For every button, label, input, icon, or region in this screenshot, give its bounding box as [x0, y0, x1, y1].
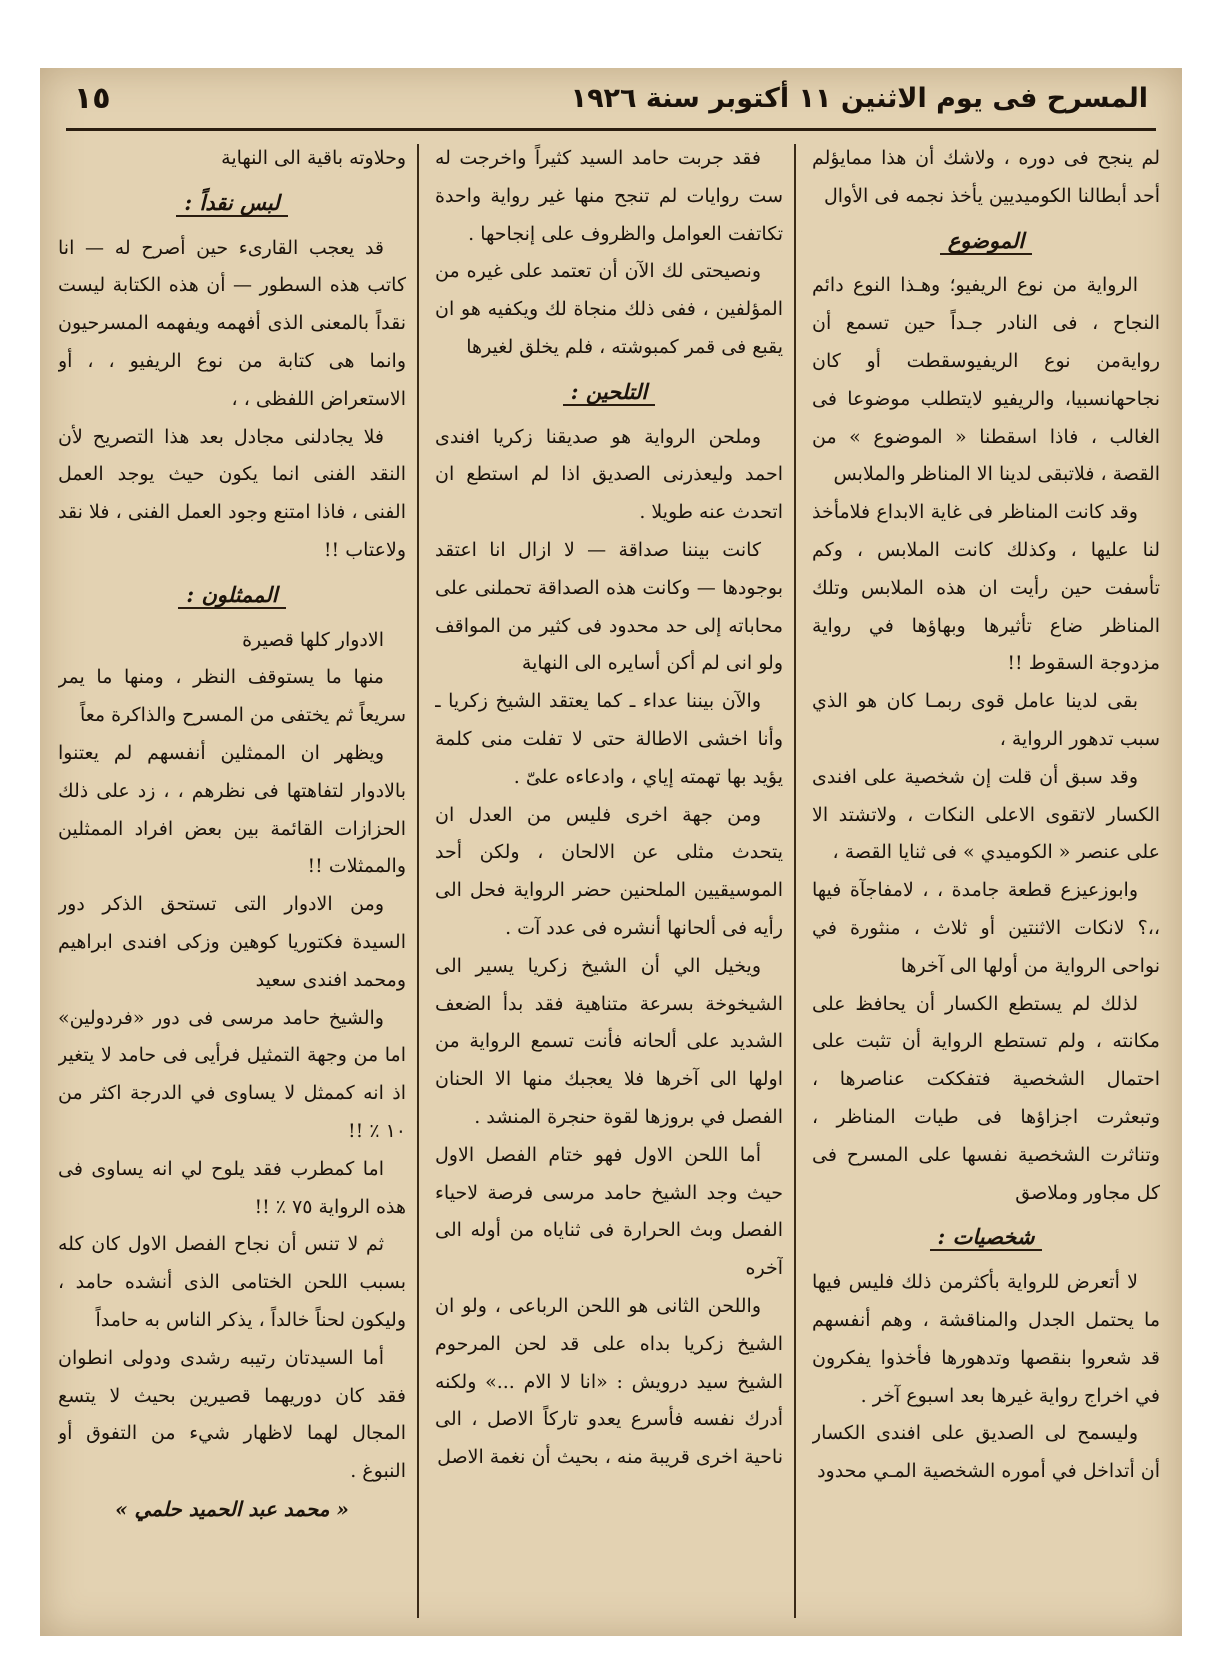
- paragraph: ثم لا تنس أن نجاح الفصل الاول كان كله بسبب اللحن الختامى الذى أنشده حامد ، وليكون لحناً خالداً ، يذكر الناس به حامداً: [58, 1233, 406, 1331]
- column-divider: [417, 144, 419, 1618]
- column-right: [812, 140, 1160, 1622]
- paragraph: منها ما يستوقف النظر ، ومنها ما يمر سريعاً ثم يختفى من المسرح والذاكرة معاً: [58, 666, 406, 727]
- subheading-composition: [435, 373, 783, 411]
- paragraph: بقى لدينا عامل قوى ربمـا كان هو الذي سبب تدهور الرواية ،: [812, 690, 1160, 750]
- paragraph: وقد كانت المناظر فى غاية الابداع فلامأخذ لنا عليها ، وكذلك كانت الملابس ، وكم تأسفت حين رأيت ان هذه الملابس وتلك المناظر ضاع تأثيرها وبهاؤها في رواية مزدوجة السقوط !!: [812, 501, 1160, 675]
- subheading-actors: [58, 576, 406, 614]
- paragraph: لا أتعرض للرواية بأكثرمن ذلك فليس فيها ما يحتمل الجدل والمناقشة ، وهم أنفسهم قد شعروا بنقصها وتدهورها فأخذوا يفكرون في اخراج رواية غيرها بعد اسبوع آخر .: [812, 1271, 1160, 1407]
- paragraph: لم ينجح فى دوره ، ولاشك أن هذا ممايؤلم أحد أبطالنا الكوميديين يأخذ نجمه فى الأوال: [812, 147, 1160, 207]
- paragraph: وملحن الرواية هو صديقنا زكريا افندى احمد وليعذرنى الصديق اذا لم استطع ان اتحدث عنه طويلا .: [435, 425, 783, 524]
- paragraph: والشيخ حامد مرسى فى دور «فردولين» اما من وجهة التمثيل فرأيى فى حامد لا يتغير اذ انه كممثل لا يساوى في الدرجة اكثر من ١٠ ٪ !!: [58, 1006, 406, 1142]
- paragraph: قد يعجب القارىء حين أصرح له — انا كاتب هذه السطور — أن هذه الكتابة ليست نقداً بالمعنى الذى أفهمه ويفهمه المسرحيون وانما هى كتابة من نوع الريفيو ، ، أو الاستعراض اللفظى ، ،: [58, 236, 406, 410]
- paragraph: وليسمح لى الصديق على افندى الكسار أن أتداخل في أموره الشخصية المـي محدود: [812, 1422, 1160, 1483]
- subheading-not-criticism: [58, 184, 406, 222]
- paragraph: واللحن الثانى هو اللحن الرباعى ، ولو ان الشيخ زكريا بداه على قد لحن المرحوم الشيخ سيد درويش : «انا لا الام ...» ولكنه أدرك نفسه فأسرع يعدو تاركاً الاصل ، الى ناحية اخرى قريبة منه ، بحيث أن نغمة الاصل: [435, 1294, 783, 1469]
- paragraph: الادوار كلها قصيرة: [242, 628, 384, 651]
- newspaper-page: [40, 68, 1182, 1636]
- column-middle: [435, 140, 783, 1622]
- column-left: [58, 140, 406, 1622]
- paragraph: ومن الادوار التى تستحق الذكر دور السيدة فكتوريا كوهين وزكى افندى ابراهيم ومحمد افندى سعيد: [58, 893, 406, 991]
- paragraph: الرواية من نوع الريفيو؛ وهـذا النوع دائم النجاح ، فى النادر جـداً حين تسمع أن روايةمن نوع الريفيوسقطت أو كان نجاحهانسبيا، والريفيو لايتطلب موضوعا فى الغالب ، فاذا اسقطنا « الموضوع » من القصة ، فلاتبقى لدينا الا المناظر والملابس: [812, 274, 1160, 486]
- header-rule: [66, 128, 1156, 131]
- subheading-text: الممثلون :: [178, 582, 285, 609]
- paragraph: وحلاوته باقية الى النهاية: [221, 147, 406, 169]
- article-columns: [58, 140, 1160, 1622]
- paragraph: فلا يجادلنى مجادل بعد هذا التصريح لأن النقد الفنى انما يكون حيث يوجد العمل الفنى ، فاذا امتنع وجود العمل الفنى ، فلا نقد ولاعتاب !!: [58, 425, 406, 561]
- paragraph: ويظهر ان الممثلين أنفسهم لم يعتنوا بالادوار لتفاهتها فى نظرهم ، ، زد على ذلك الحزازات القائمة بين بعض افراد الممثلين والممثلات !!: [58, 741, 406, 878]
- paragraph: وابوزعيزع قطعة جامدة ، ، لامفاجآة فيها ،،؟ لانكات الاثنتين أو ثلاث ، منثورة في نواحى الرواية من أولها الى آخرها: [812, 879, 1160, 977]
- paragraph: اما كمطرب فقد يلوح لي انه يساوى فى هذه الرواية ٧٥ ٪ !!: [58, 1157, 406, 1218]
- subheading-topic: [812, 222, 1160, 260]
- paragraph: ويخيل الي أن الشيخ زكريا يسير الى الشيخوخة بسرعة متناهية فقد بدأ الضعف الشديد على ألحانه فأنت تسمع الرواية من اولها الى آخرها فلا يعجبك منها الا الحنان الفصل في بروزها لقوة حنجرة المنشد .: [435, 954, 783, 1128]
- page-number: ١٥: [74, 81, 111, 116]
- paragraph: فقد جربت حامد السيد كثيراً واخرجت له ست روايات لم تنجح منها غير رواية واحدة تكاتفت العوامل والظروف على إنجاحها .: [435, 147, 783, 245]
- subheading-text: الموضوع: [940, 228, 1032, 255]
- paragraph: والآن بيننا عداء ـ كما يعتقد الشيخ زكريا ـ وأنا اخشى الاطالة حتى لا تفلت منى كلمة يؤيد بها تهمته إياي ، وادعاءه علىّ .: [435, 690, 783, 788]
- subheading-text: لبس نقداً :: [176, 190, 287, 217]
- paragraph: كانت بيننا صداقة — لا ازال انا اعتقد بوجودها — وكانت هذه الصداقة تحملنى على محاباته إلى حد محدود فى كثير من المواقف ولو انى لم أكن أسايره الى النهاية: [435, 538, 783, 675]
- subheading-characters: [812, 1218, 1160, 1256]
- header-title: المسرح فى يوم الاثنين ١١ أكتوبر سنة ١٩٢٦: [570, 83, 1148, 114]
- page-header: [74, 83, 1148, 123]
- paragraph: لذلك لم يستطع الكسار أن يحافظ على مكانته ، ولم تستطع الرواية أن تثبت على احتمال الشخصية فتفككت عناصرها ، وتبعثرت اجزاؤها فى طيات المناظر ، وتناثرت الشخصية نفسها على المسرح فى كل مجاور وملاصق: [812, 992, 1160, 1204]
- paragraph: أما اللحن الاول فهو ختام الفصل الاول حيث وجد الشيخ حامد مرسى فرصة لاحياء الفصل وبث الحرارة فى ثناياه من أوله الى آخره: [435, 1143, 783, 1280]
- column-divider: [794, 144, 796, 1618]
- paragraph: أما السيدتان رتيبه رشدى ودولى انطوان فقد كان دوريهما قصيرين بحيث لا يتسع المجال لهما لاظهار شيء من التفوق أو النبوغ .: [58, 1346, 406, 1483]
- paragraph: ونصيحتى لك الآن أن تعتمد على غيره من المؤلفين ، ففى ذلك منجاة لك ويكفيه هو ان يقبع فى قمر كمبوشته ، فلم يخلق لغيرها: [435, 260, 783, 358]
- author-signature: « محمد عبد الحميد حلمي »: [115, 1496, 349, 1521]
- subheading-text: التلحين :: [563, 379, 655, 406]
- subheading-text: شخصيات :: [930, 1224, 1043, 1251]
- paragraph: وقد سبق أن قلت إن شخصية على افندى الكسار لاتقوى الاعلى النكات ، ولاتشتد الا على عنصر « الكوميدي » فى ثنايا القصة ،: [812, 765, 1160, 864]
- paragraph: ومن جهة اخرى فليس من العدل ان يتحدث مثلى عن الالحان ، ولكن أحد الموسيقيين الملحنين حضر الرواية فحل الى رأيه فى ألحانها أنشره فى عدد آت .: [435, 803, 783, 939]
